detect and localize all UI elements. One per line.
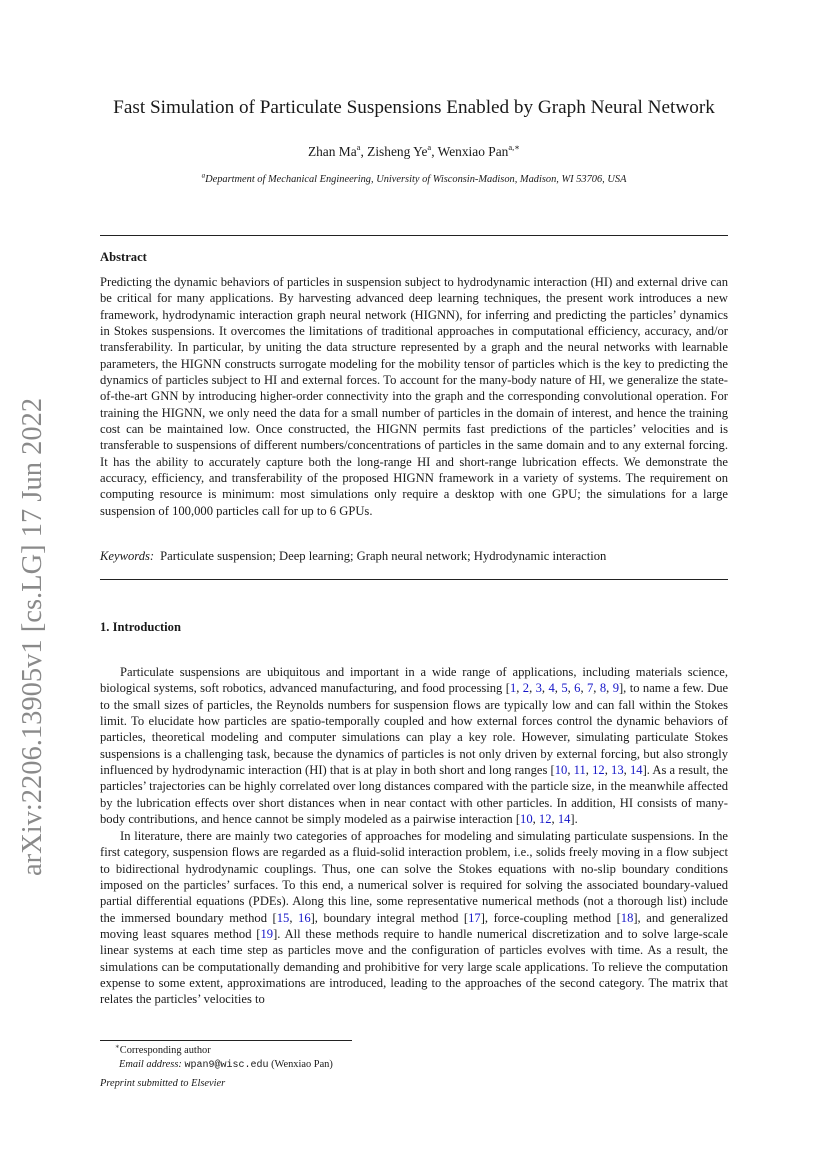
citation-link[interactable]: 15 (276, 910, 290, 925)
citation-link[interactable]: 17 (468, 910, 481, 925)
footnote-divider (100, 1040, 352, 1041)
citation-link[interactable]: 3 (535, 681, 542, 696)
citation-link[interactable]: 14 (557, 811, 571, 826)
paper-title: Fast Simulation of Particulate Suspensions Enabled by Graph Neural Network (113, 97, 715, 118)
paragraph-text: , (623, 762, 630, 777)
citation-link[interactable]: 19 (260, 926, 274, 941)
paragraph-text: , (567, 762, 574, 777)
section-heading-introduction: 1. Introduction (100, 620, 181, 634)
paragraph-text: ], force-coupling method [ (480, 910, 621, 925)
citation-link[interactable]: 4 (548, 681, 555, 696)
keywords-text: Particulate suspension; Deep learning; Graph neural network; Hydrodynamic interaction (160, 549, 607, 563)
author-name: Zhan Ma (307, 144, 357, 159)
paragraph-text: , (604, 762, 612, 777)
author-affiliation-mark: a,∗ (508, 141, 521, 152)
paragraph-text: , (606, 681, 613, 696)
citation-link[interactable]: 11 (573, 762, 586, 777)
citation-link[interactable]: 14 (629, 762, 643, 777)
footnote-mark: ∗ (115, 1042, 120, 1051)
arxiv-identifier: arXiv:2206.13905v1 [cs.LG] 17 Jun 2022 (17, 397, 48, 876)
affiliation-text: Department of Mechanical Engineering, University of Wisconsin-Madison, Madison, WI 53706, USA (205, 174, 627, 185)
paragraph-text: , (567, 681, 575, 696)
author-list: Zhan Ma$^a$, Zisheng Ye$^a$, Wenxiao Pan$^{a,∗}$ (307, 141, 521, 159)
citation-link[interactable]: 1 (509, 681, 517, 696)
citation-link[interactable]: 18 (620, 910, 634, 925)
citation-link[interactable]: 13 (611, 762, 624, 777)
paragraph-text: , (551, 811, 558, 826)
paragraph-text: ], to name a few. Due to the small sizes of particles, the Reynolds numbers for suspension flows are typically low and can fall within the Stokes limit. To elucidate how particles are spatio-temporally coupled and how external forces control the dynamic behaviors of particles, theoretical modeling and computer simulations can play a key role. However, simulating particulate Stokes suspensions is a challenging task, because the dynamics of particles is not only driven by external forcing, but also strongly influenced by hydrodynamic interaction (HI) that is at play in both short and long ranges [ (100, 681, 729, 777)
paragraph-text: , (585, 762, 593, 777)
citation-link[interactable]: 2 (522, 681, 530, 696)
author-name: Wenxiao Pan (437, 144, 509, 159)
citation-link[interactable]: 10 (520, 811, 533, 826)
paragraph-text: ]. All these methods require to handle numerical discretization and to solve large-scale linear systems at each time step as particles move and the configuration of particles evolves with time. As a result, the simulations can be computationally demanding and prohibitive for very large scale applications. To relieve the computation expense to some extent, approximations are introduced, leading to the approaches of the second category. The matrix that relates the particles’ velocities to (100, 926, 728, 1007)
citation-link[interactable]: 12 (538, 811, 552, 826)
affiliation-mark: a (201, 171, 206, 180)
email-note (119, 1058, 333, 1072)
citation-link[interactable]: 6 (574, 681, 581, 696)
paragraph-text: , (289, 910, 299, 925)
abstract-text: Predicting the dynamic behaviors of particles in suspension subject to hydrodynamic interaction (HI) and external drive can be critical for many applications. By harvesting advanced deep learning techniques, the present work introduces a new framework, hydrodynamic interaction graph neural network (HIGNN), for inferring and predicting the particles’ dynamics in Stokes suspensions. It overcomes the limitations of traditional approaches in computational efficiency, accuracy, and/or transferability. In particular, by uniting the data structure represented by a graph and the neural networks with learnable parameters, the HIGNN constructs surrogate modeling for the mobility tensor of particles which is the key to predicting the dynamics of particles subject to HI and external forces. To account for the many-body nature of HI, we generalize the state-of-the-art GNN by introducing higher-order connectivity into the graph and the corresponding convolutional operation. For training the HIGNN, we only need the data for a small number of particles in the domain of interest, and hence the training cost can be maintained low. Once constructed, the HIGNN permits fast predictions of the particles’ velocities and is transferable to suspensions of different numbers/concentrations of particles in the same domain and to any external forcing. It has the ability to accurately capture both the long-range HI and short-range lubrication effects. We demonstrate the accuracy, efficiency, and transferability of the proposed HIGNN framework in a variety of systems. The requirement on computing resource is minimum: most simulations only require a desktop with one GPU; the simulations for a large suspension of 100,000 particles call for up to 6 GPUs. (100, 275, 728, 518)
corresponding-author-label: Corresponding author (119, 1045, 211, 1056)
citation-link[interactable]: 10 (554, 762, 568, 777)
paragraph-text: , (529, 681, 536, 696)
keywords (100, 548, 606, 564)
intro-paragraph-1 (100, 664, 728, 827)
paragraph-text: ]. (570, 811, 578, 826)
citation-link[interactable]: 5 (561, 681, 568, 696)
paragraph-text: ], boundary integral method [ (310, 910, 469, 925)
paragraph-text: Particulate suspensions are ubiquitous and important in a wide range of applications, including materials science, biological systems, soft robotics, advanced manufacturing, and food processing [ (100, 665, 728, 696)
abstract-heading: Abstract (100, 250, 147, 264)
email-address[interactable]: wpan9@wisc.edu (184, 1060, 269, 1071)
email-owner: (Wenxiao Pan) (271, 1059, 333, 1070)
citation-link[interactable]: 7 (587, 681, 594, 696)
citation-link[interactable]: 12 (592, 762, 605, 777)
email-label: Email address: (119, 1059, 182, 1070)
paragraph-text: , (516, 681, 523, 696)
affiliation (0, 173, 828, 187)
citation-link[interactable]: 8 (599, 681, 607, 696)
citation-link[interactable]: 16 (298, 910, 311, 925)
corresponding-author-note (115, 1044, 211, 1057)
intro-paragraph-2 (100, 828, 728, 1008)
paragraph-text: ], and generalized moving least squares method [ (100, 910, 728, 941)
abstract-divider (100, 579, 728, 580)
header-divider (100, 235, 728, 236)
paragraph-text: ]. As a result, the particles’ trajectories can be highly correlated over long distances compared with the particle size, in the meanwhile affected by the lubrication effects over short distances when in near contact with other particles. In addition, HI consists of many-body contributions, and hence cannot be simply modeled as a pairwise interaction [ (100, 762, 729, 826)
author-name: Zisheng Ye (367, 144, 428, 159)
paragraph-text: , (554, 681, 562, 696)
paragraph-text: , (593, 681, 600, 696)
author-affiliation-mark: a (427, 141, 432, 152)
paragraph-text: In literature, there are mainly two categories of approaches for modeling and simulating particulate suspensions. In the first category, suspension flows are regarded as a fluid-solid interaction problem, i.e., solids freely moving in a flow subject to bidirectional hydrodynamic couplings. Thus, one can solve the Stokes equations with no-slip boundary conditions imposed on the particles’ surfaces. To this end, a numerical solver is required for solving the associated boundary-valued partial differential equations (PDEs). Along this line, some representative numerical methods (not a thorough list) include the immersed boundary method [ (100, 829, 728, 925)
author-affiliation-mark: a (356, 141, 361, 152)
citation-link[interactable]: 9 (612, 681, 619, 696)
keywords-label: Keywords: (100, 549, 155, 563)
paragraph-text: , (532, 811, 539, 826)
paragraph-text: , (580, 681, 587, 696)
paragraph-text: , (541, 681, 549, 696)
preprint-note: Preprint submitted to Elsevier (100, 1078, 226, 1089)
